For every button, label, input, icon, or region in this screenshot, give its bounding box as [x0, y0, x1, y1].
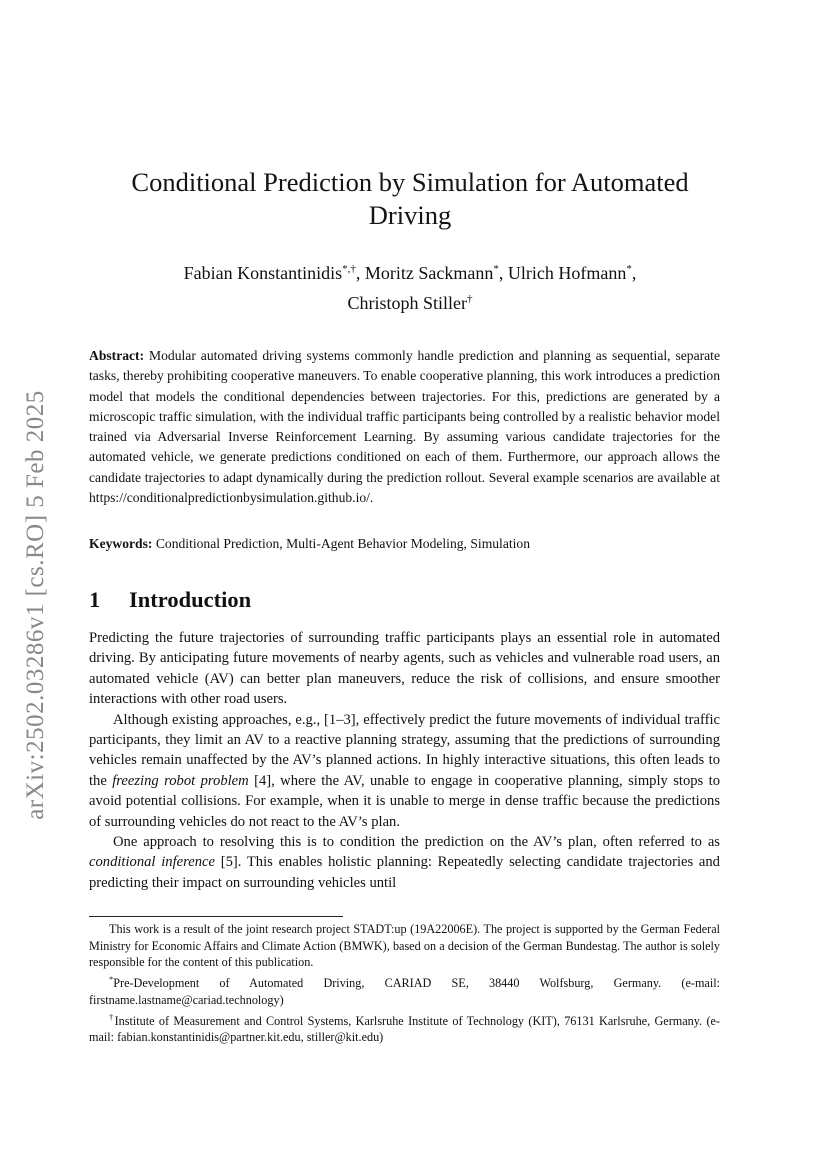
section-number: 1	[89, 587, 101, 612]
arxiv-identifier	[21, 372, 50, 838]
keywords-label: Keywords:	[89, 536, 153, 551]
paragraph-text: One approach to resolving this is to condition the prediction on the AV’s plan, often referred to as	[113, 834, 720, 851]
paragraph-text: [5]. This enables holistic planning: Repeatedly selecting candidate trajectories and predicting their impact on surrounding vehicles until	[89, 854, 720, 891]
body-text	[89, 628, 720, 893]
author-name: Ulrich Hofmann	[507, 263, 627, 283]
footnote-text: Pre-Development of Automated Driving, CARIAD SE, 38440 Wolfsburg, Germany. (e-mail: firstname.lastname@cariad.technology)	[89, 976, 720, 1007]
affiliation-mark: †	[467, 293, 473, 305]
paragraph	[89, 710, 720, 832]
author-name: Moritz Sackmann	[364, 263, 494, 283]
emphasized-term: conditional inference	[89, 854, 215, 871]
footnote-rule	[89, 916, 343, 917]
footnote-funding: This work is a result of the joint research project STADT:up (19A22006E). The project is supported by the German Federal Ministry for Economic Affairs and Climate Action (BMWK), based on a decision of the German Bundestag. The author is solely responsible for the content of this publication.	[89, 922, 720, 970]
footnote-affiliation	[89, 1009, 720, 1046]
author-name: Christoph Stiller	[347, 293, 467, 313]
paper-title: Conditional Prediction by Simulation for Automated Driving	[131, 167, 689, 230]
paragraph-text: [4], where the AV, unable to engage in cooperative planning, simply stops to avoid potential collisions. For example, when it is unable to merge in dense traffic because the predictions of surrounding vehicles do not react to the AV’s plan.	[89, 772, 720, 830]
author-separator: ,	[631, 263, 637, 283]
keywords-text: Conditional Prediction, Multi-Agent Behavior Modeling, Simulation	[155, 536, 531, 551]
abstract-label: Abstract:	[89, 348, 145, 363]
emphasized-term: freezing robot problem	[112, 772, 249, 789]
paragraph: Predicting the future trajectories of surrounding traffic participants plays an essential role in automated driving. By anticipating future movements of nearby agents, such as vehicles and vulnerable road users, an automated vehicle (AV) can better plan maneuvers, reduce the risk of collisions, and ensure smoother interactions with other road users.	[89, 630, 720, 708]
affiliation-mark: *	[493, 263, 499, 275]
footnote-text: Institute of Measurement and Control Systems, Karlsruhe Institute of Technology (KIT), 76131 Karlsruhe, Germany. (e-mail: fabian.konstantinidis@partner.kit.edu, stiller@kit.edu)	[89, 1013, 720, 1045]
keywords	[89, 534, 720, 554]
abstract	[89, 346, 720, 508]
footnote-affiliation	[89, 971, 720, 1008]
section-title: Introduction	[129, 587, 252, 612]
footnote-mark: *	[109, 974, 114, 985]
affiliation-mark: *	[626, 263, 632, 275]
paragraph	[89, 832, 720, 893]
author-separator: ,	[355, 263, 365, 283]
arxiv-identifier-text: arXiv:2502.03286v1 [cs.RO] 5 Feb 2025	[21, 390, 49, 820]
paragraph-text: Although existing approaches, e.g., [1–3], effectively predict the future movements of individual traffic participants, they limit an AV to a reactive planning strategy, assuming that the predictions of surrounding vehicles remain unaffected by the AV’s planned actions. In highly interactive situations, this often leads to the	[89, 711, 720, 789]
footnote-mark: †	[109, 1011, 115, 1022]
section-heading	[89, 585, 720, 615]
abstract-text: Modular automated driving systems commonly handle prediction and planning as sequential, separate tasks, thereby prohibiting cooperative maneuvers. To enable cooperative planning, this work introduces a prediction model that models the conditional dependencies between trajectories. For this, predictions are generated by a microscopic traffic simulation, with the individual traffic participants being controlled by a realistic behavior model trained via Adversarial Inverse Reinforcement Learning. By assuming various candidate trajectories for the automated vehicle, we generate predictions conditioned on each of them. Furthermore, our approach allows the candidate trajectories to adapt dynamically during the prediction rollout. Several example scenarios are available at https://conditionalpredictionbysimulation.github.io/.	[89, 348, 720, 506]
author-separator: ,	[498, 263, 508, 283]
author-list	[90, 256, 730, 316]
author-name: Fabian Konstantinidis	[183, 263, 343, 283]
affiliation-mark: *,†	[342, 263, 356, 275]
footnotes	[89, 921, 720, 1046]
